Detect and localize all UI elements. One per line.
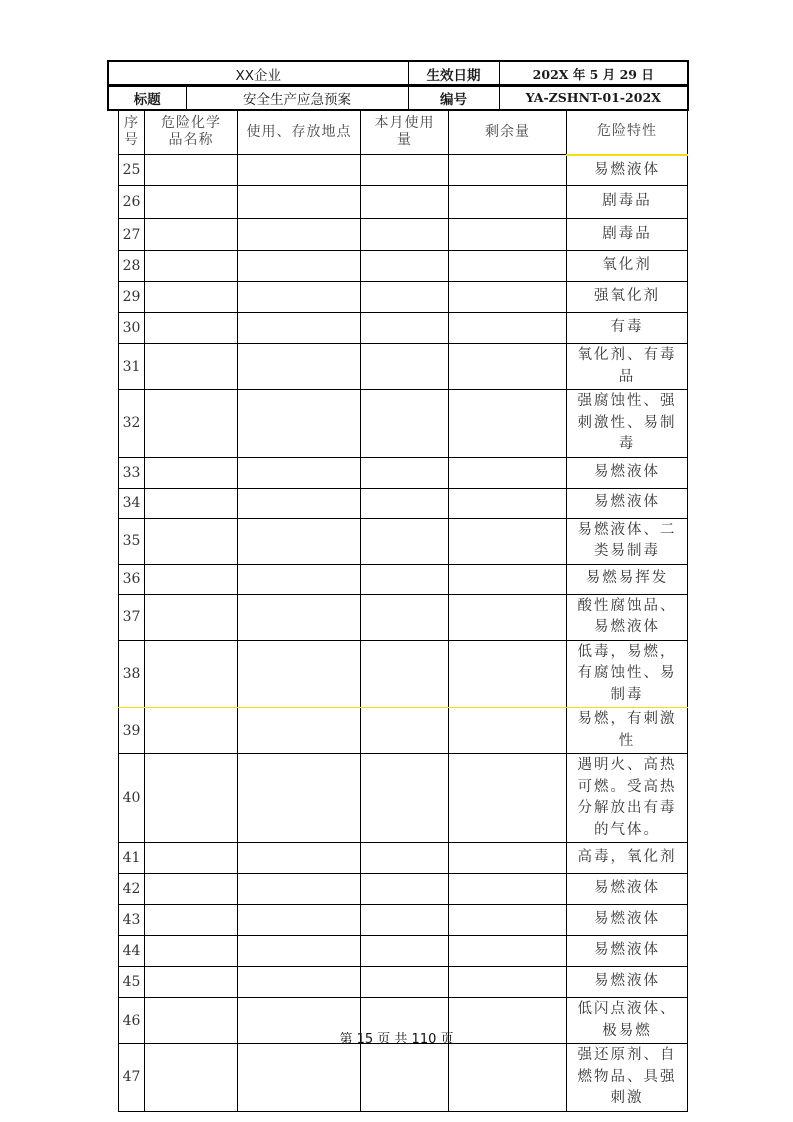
chemical-name-cell [145, 390, 238, 458]
location-cell [238, 874, 361, 905]
hazard-cell: 易燃液体 [567, 967, 688, 998]
chemical-name-cell [145, 313, 238, 344]
location-cell [238, 905, 361, 936]
seq-cell: 34 [119, 488, 145, 518]
chemical-name-cell [145, 708, 238, 754]
monthly-use-cell [361, 564, 449, 594]
hazard-cell: 易燃液体 [567, 874, 688, 905]
monthly-use-cell [361, 390, 449, 458]
remaining-cell [449, 313, 567, 344]
location-cell [238, 640, 361, 708]
hazard-cell: 易燃易挥发 [567, 564, 688, 594]
monthly-use-cell [361, 457, 449, 488]
remaining-cell [449, 457, 567, 488]
seq-cell: 44 [119, 936, 145, 967]
table-row [119, 313, 688, 344]
hazard-cell: 强氧化剂 [567, 282, 688, 313]
page-footer: 第 15 页 共 110 页 [339, 1032, 454, 1047]
location-cell [238, 564, 361, 594]
table-row [119, 457, 688, 488]
table-row [119, 1044, 688, 1112]
monthly-use-cell [361, 282, 449, 313]
location-cell [238, 186, 361, 219]
remaining-cell [449, 1044, 567, 1112]
header-location: 使用、存放地点 [238, 110, 361, 155]
hazard-cell: 酸性腐蚀品、易燃液体 [567, 594, 688, 640]
location-cell [238, 344, 361, 390]
location-cell [238, 518, 361, 564]
table-row [119, 594, 688, 640]
monthly-use-cell [361, 155, 449, 186]
remaining-cell [449, 390, 567, 458]
chemical-name-cell [145, 564, 238, 594]
table-row [119, 967, 688, 998]
seq-cell: 36 [119, 564, 145, 594]
hazard-cell: 易燃液体 [567, 936, 688, 967]
monthly-use-cell [361, 251, 449, 282]
location-cell [238, 967, 361, 998]
code-label: 编号 [408, 85, 499, 110]
location-cell [238, 313, 361, 344]
table-row [119, 251, 688, 282]
chemical-name-cell [145, 518, 238, 564]
chemical-name-cell [145, 282, 238, 313]
header-remaining: 剩余量 [449, 110, 567, 155]
remaining-cell [449, 344, 567, 390]
table-header-row [119, 110, 688, 155]
table-row [119, 390, 688, 458]
monthly-use-cell [361, 518, 449, 564]
remaining-cell [449, 708, 567, 754]
hazard-cell: 强还原剂、自燃物品、具强刺激 [567, 1044, 688, 1112]
remaining-cell [449, 967, 567, 998]
table-row [119, 905, 688, 936]
table-row [119, 488, 688, 518]
document-title: 安全生产应急预案 [186, 85, 408, 110]
monthly-use-cell [361, 936, 449, 967]
table-row [119, 754, 688, 843]
chemical-name-cell [145, 640, 238, 708]
seq-cell: 32 [119, 390, 145, 458]
remaining-cell [449, 251, 567, 282]
seq-cell: 31 [119, 344, 145, 390]
table-row [119, 344, 688, 390]
table-row [119, 282, 688, 313]
monthly-use-cell [361, 488, 449, 518]
seq-cell: 27 [119, 219, 145, 251]
table-row [119, 564, 688, 594]
location-cell [238, 282, 361, 313]
seq-cell: 26 [119, 186, 145, 219]
location-cell [238, 708, 361, 754]
monthly-use-cell [361, 1044, 449, 1112]
location-cell [238, 843, 361, 874]
chemical-name-cell [145, 1044, 238, 1112]
location-cell [238, 754, 361, 843]
seq-cell: 43 [119, 905, 145, 936]
location-cell [238, 390, 361, 458]
table-row [119, 518, 688, 564]
location-cell [238, 251, 361, 282]
remaining-cell [449, 640, 567, 708]
remaining-cell [449, 905, 567, 936]
hazard-cell: 氧化剂 [567, 251, 688, 282]
chemical-name-cell [145, 874, 238, 905]
hazard-cell: 低毒，易燃，有腐蚀性、易制毒 [567, 640, 688, 708]
table-row [119, 219, 688, 251]
monthly-use-cell [361, 843, 449, 874]
table-row [119, 874, 688, 905]
remaining-cell [449, 219, 567, 251]
company-name: XX企业 [108, 61, 408, 86]
monthly-use-cell [361, 708, 449, 754]
chemical-name-cell [145, 219, 238, 251]
effective-date-label: 生效日期 [408, 61, 499, 86]
table-row [119, 936, 688, 967]
remaining-cell [449, 936, 567, 967]
header-monthly-use: 本月使用量 [361, 110, 449, 155]
monthly-use-cell [361, 186, 449, 219]
monthly-use-cell [361, 905, 449, 936]
hazard-cell: 剧毒品 [567, 186, 688, 219]
chemical-name-cell [145, 936, 238, 967]
seq-cell: 33 [119, 457, 145, 488]
hazard-cell: 剧毒品 [567, 219, 688, 251]
hazard-cell: 易燃液体 [567, 155, 688, 186]
hazard-cell: 易燃，有刺激性 [567, 708, 688, 754]
seq-cell: 29 [119, 282, 145, 313]
document-code: YA-ZSHNT-01-202X [499, 85, 688, 110]
hazard-cell: 强腐蚀性、强刺激性、易制毒 [567, 390, 688, 458]
header-hazard: 危险特性 [567, 110, 688, 155]
chemicals-table [118, 109, 688, 1112]
location-cell [238, 936, 361, 967]
chemical-name-cell [145, 251, 238, 282]
document-header-table [107, 60, 689, 87]
location-cell [238, 1044, 361, 1112]
table-row [119, 155, 688, 186]
monthly-use-cell [361, 874, 449, 905]
monthly-use-cell [361, 754, 449, 843]
seq-cell: 40 [119, 754, 145, 843]
header-chemical-name: 危险化学品名称 [145, 110, 238, 155]
hazard-cell: 易燃液体、二类易制毒 [567, 518, 688, 564]
location-cell [238, 488, 361, 518]
chemical-name-cell [145, 594, 238, 640]
seq-cell: 28 [119, 251, 145, 282]
hazard-cell: 易燃液体 [567, 457, 688, 488]
seq-cell: 37 [119, 594, 145, 640]
location-cell [238, 155, 361, 186]
hazard-cell: 易燃液体 [567, 905, 688, 936]
remaining-cell [449, 594, 567, 640]
chemical-name-cell [145, 457, 238, 488]
remaining-cell [449, 488, 567, 518]
seq-cell: 39 [119, 708, 145, 754]
header-seq: 序号 [119, 110, 145, 155]
hazard-cell: 遇明火、高热可燃。受高热分解放出有毒的气体。 [567, 754, 688, 843]
chemical-name-cell [145, 344, 238, 390]
hazard-cell: 低闪点液体、极易燃 [567, 998, 688, 1044]
chemical-name-cell [145, 967, 238, 998]
seq-cell: 30 [119, 313, 145, 344]
chemical-name-cell [145, 155, 238, 186]
hazard-cell: 有毒 [567, 313, 688, 344]
table-row [119, 186, 688, 219]
remaining-cell [449, 754, 567, 843]
effective-date-value: 202X 年 5 月 29 日 [499, 61, 688, 86]
remaining-cell [449, 564, 567, 594]
remaining-cell [449, 155, 567, 186]
chemical-name-cell [145, 843, 238, 874]
chemical-name-cell [145, 186, 238, 219]
location-cell [238, 219, 361, 251]
monthly-use-cell [361, 313, 449, 344]
remaining-cell [449, 843, 567, 874]
table-row [119, 708, 688, 754]
seq-cell: 35 [119, 518, 145, 564]
remaining-cell [449, 282, 567, 313]
seq-cell: 41 [119, 843, 145, 874]
chemical-name-cell [145, 488, 238, 518]
hazard-cell: 易燃液体 [567, 488, 688, 518]
seq-cell: 45 [119, 967, 145, 998]
seq-cell: 42 [119, 874, 145, 905]
table-row [119, 640, 688, 708]
seq-cell: 46 [119, 998, 145, 1044]
seq-cell: 25 [119, 155, 145, 186]
location-cell [238, 594, 361, 640]
hazard-cell: 氧化剂、有毒品 [567, 344, 688, 390]
table-row [119, 843, 688, 874]
monthly-use-cell [361, 594, 449, 640]
document-title-table [107, 84, 689, 111]
chemical-name-cell [145, 754, 238, 843]
monthly-use-cell [361, 967, 449, 998]
location-cell [238, 457, 361, 488]
seq-cell: 38 [119, 640, 145, 708]
hazard-cell: 高毒，氧化剂 [567, 843, 688, 874]
seq-cell: 47 [119, 1044, 145, 1112]
monthly-use-cell [361, 344, 449, 390]
monthly-use-cell [361, 219, 449, 251]
monthly-use-cell [361, 640, 449, 708]
remaining-cell [449, 518, 567, 564]
remaining-cell [449, 186, 567, 219]
title-label: 标题 [108, 85, 186, 110]
chemical-name-cell [145, 905, 238, 936]
remaining-cell [449, 874, 567, 905]
